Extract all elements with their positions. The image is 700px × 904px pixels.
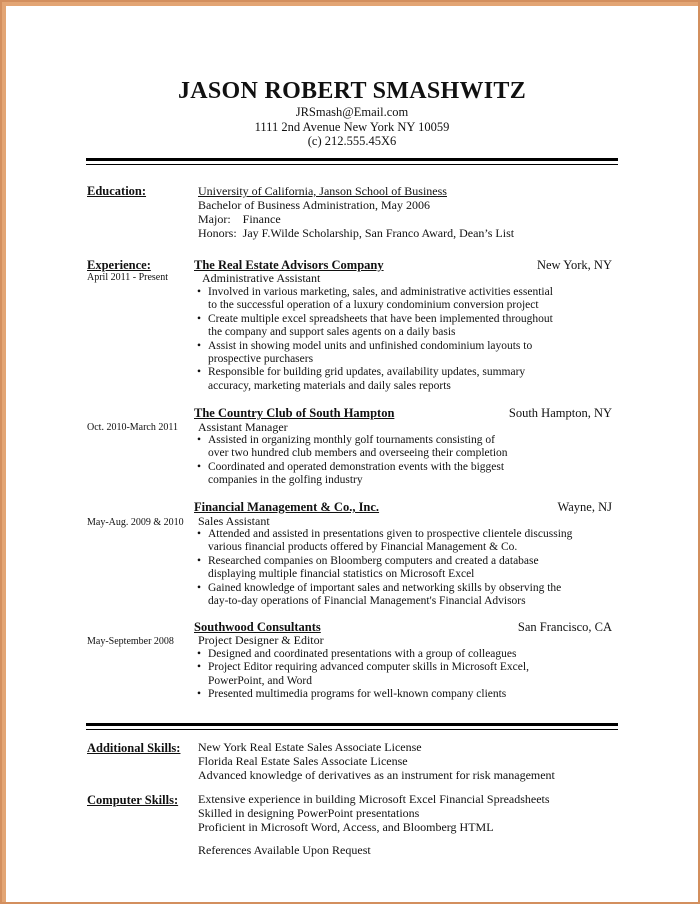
computer-skills-label: Computer Skills: (87, 793, 179, 807)
skill-item: Florida Real Estate Sales Associate License (198, 754, 408, 768)
honors: Honors: Jay F.Wilde Scholarship, San Franco Award, Dean’s List (198, 226, 515, 240)
job-title: Administrative Assistant (202, 271, 321, 285)
bullet-item: • Researched companies on Bloomberg computers and created a database displaying multiple financial statistics on Microsoft Excel (194, 555, 579, 582)
job-location: San Francisco, CA (517, 620, 612, 634)
section-divider-thick (86, 723, 618, 726)
header-divider-thin (86, 164, 618, 165)
job-bullets (194, 528, 579, 608)
bullet-item: • Responsible for building grid updates, availability updates, summary accuracy, marketing materials and daily sales reports (194, 366, 564, 393)
job-title: Assistant Manager (198, 420, 288, 434)
address: 1111 2nd Avenue New York NY 10059 (254, 120, 450, 134)
bullet-item: • Presented multimedia programs for well-known company clients (194, 688, 534, 701)
job-location: Wayne, NJ (557, 500, 612, 514)
email: JRSmash@Email.com (295, 105, 409, 119)
job-company: Financial Management & Co., Inc. (194, 500, 380, 514)
experience-label: Experience: (87, 258, 151, 272)
bullet-item: • Assist in showing model units and unfinished condominium layouts to prospective purchasers (194, 340, 564, 367)
bullet-item: • Designed and coordinated presentations with a group of colleagues (194, 648, 534, 661)
job-company: The Real Estate Advisors Company (194, 258, 384, 272)
job-company: Southwood Consultants (194, 620, 321, 634)
bullet-item: • Assisted in organizing monthly golf tournaments consisting of over two hundred club members and overseeing their completion (194, 434, 514, 461)
job-title: Project Designer & Editor (198, 633, 324, 647)
header-divider-thick (86, 158, 618, 161)
candidate-name: JASON ROBERT SMASHWITZ (177, 78, 527, 104)
computer-skill-item: Proficient in Microsoft Word, Access, and Bloomberg HTML (198, 820, 494, 834)
bullet-item: • Coordinated and operated demonstration events with the biggest companies in the golfing industry (194, 461, 514, 488)
bullet-item: • Project Editor requiring advanced computer skills in Microsoft Excel, PowerPoint, and Word (194, 661, 534, 688)
job-company: The Country Club of South Hampton (194, 406, 395, 420)
skill-item: New York Real Estate Sales Associate License (198, 740, 422, 754)
job-date: April 2011 - Present (87, 272, 169, 283)
section-divider-thin (86, 729, 618, 730)
additional-skills-label: Additional Skills: (87, 741, 181, 755)
bullet-item: • Attended and assisted in presentations given to prospective clientele discussing various financial products offered by Financial Management & Co. (194, 528, 579, 555)
resume-page (6, 6, 698, 902)
job-location: South Hampton, NY (508, 406, 612, 420)
job-date: May-September 2008 (87, 636, 174, 647)
skill-item: Advanced knowledge of derivatives as an instrument for risk management (198, 768, 555, 782)
job-title: Sales Assistant (198, 514, 270, 528)
references-note: References Available Upon Request (198, 843, 371, 857)
degree: Bachelor of Business Administration, May 2006 (198, 198, 430, 212)
computer-skill-item: Skilled in designing PowerPoint presentations (198, 806, 420, 820)
phone: (c) 212.555.45X6 (307, 134, 397, 148)
computer-skill-item: Extensive experience in building Microsoft Excel Financial Spreadsheets (198, 792, 550, 806)
bullet-item: • Create multiple excel spreadsheets that have been implemented throughout the company and support sales agents on a daily basis (194, 313, 564, 340)
major: Major: Finance (198, 212, 281, 226)
school-name: University of California, Janson School of Business (198, 184, 447, 198)
bullet-item: • Gained knowledge of important sales and networking skills by observing the day-to-day operations of Financial Management's Financial Advisors (194, 582, 579, 609)
job-date: Oct. 2010-March 2011 (87, 422, 178, 433)
job-location: New York, NY (536, 258, 612, 272)
job-date: May-Aug. 2009 & 2010 (87, 517, 184, 528)
education-label: Education: (87, 184, 147, 198)
job-bullets (194, 434, 514, 488)
bullet-item: • Involved in various marketing, sales, and administrative activities essential to the successful operation of a luxury condominium conversion project (194, 286, 564, 313)
job-bullets (194, 286, 564, 393)
job-bullets (194, 648, 534, 702)
